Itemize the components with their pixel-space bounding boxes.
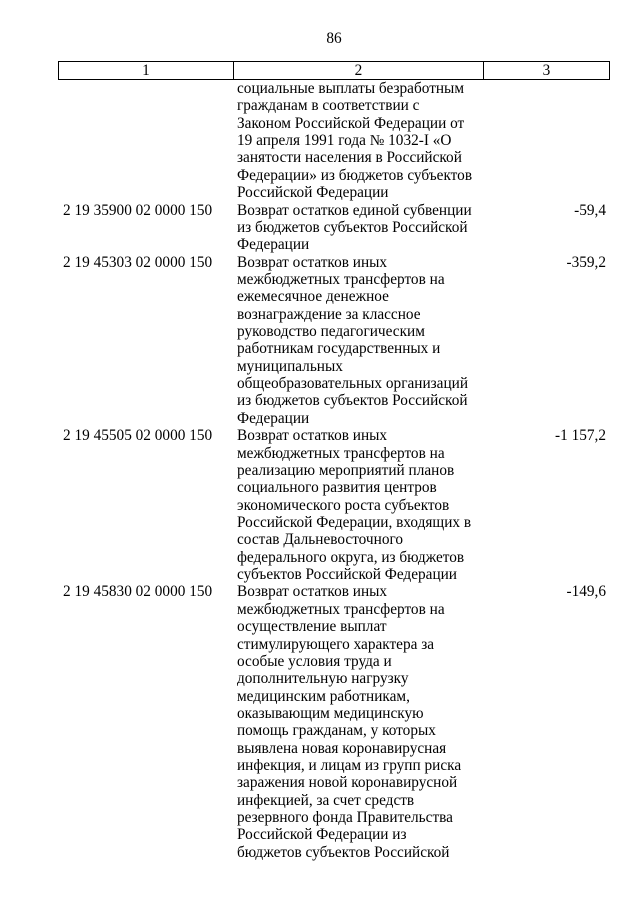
description-line: общеобразовательных организаций [237, 375, 469, 393]
description-line: Возврат остатков единой субвенции [237, 201, 472, 219]
description-line: занятости населения в Российской [237, 149, 462, 167]
description-line: реализацию мероприятий планов [237, 461, 455, 479]
description-line: вознаграждение за классное [237, 305, 421, 323]
amount-cell: -59,4 [574, 201, 606, 219]
description-cell [233, 583, 483, 861]
description-line: инфекция, и лицам из групп риска [237, 757, 462, 775]
description-line: Российской Федерации, входящих в [237, 513, 472, 531]
description-cell [233, 254, 483, 428]
description-line: муниципальных [237, 357, 343, 375]
description-line: оказывающим медицинскую [237, 704, 424, 722]
description-line: Возврат остатков иных [237, 253, 388, 271]
code-cell: 2 19 45830 02 0000 150 [63, 583, 213, 601]
description-line: субъектов Российской Федерации [237, 566, 457, 584]
description-line: резервного фонда Правительства [237, 809, 453, 827]
description-line: из бюджетов субъектов Российской [237, 392, 468, 410]
page-number: 86 [326, 30, 342, 47]
description-line: из бюджетов субъектов Российской [237, 218, 468, 236]
description-line: руководство педагогическим [237, 323, 425, 341]
description-line: дополнительную нагрузку [237, 670, 409, 688]
description-line: помощь гражданам, у которых [237, 722, 436, 740]
description-line: межбюджетных трансфертов на [237, 600, 445, 618]
amount-cell: -149,6 [566, 583, 606, 601]
description-line: осуществление выплат [237, 618, 387, 636]
description-line: ежемесячное денежное [237, 288, 389, 306]
description-line: выявлена новая коронавирусная [237, 739, 447, 757]
table-body [58, 80, 610, 861]
description-line: состав Дальневосточного [237, 531, 404, 549]
description-line: экономического роста субъектов [237, 496, 450, 514]
description-line: Возврат остатков иных [237, 583, 388, 601]
description-cell [233, 202, 483, 254]
description-line: стимулирующего характера за [237, 635, 435, 653]
description-cell [233, 427, 483, 583]
amount-cell: -359,2 [566, 253, 606, 271]
description-line: межбюджетных трансфертов на [237, 270, 445, 288]
description-line: работникам государственных и [237, 340, 441, 358]
table-header [58, 61, 610, 80]
table-row [58, 80, 610, 202]
table-row [58, 254, 610, 428]
description-line: межбюджетных трансфертов на [237, 444, 445, 462]
description-line: Российской Федерации из [237, 826, 407, 844]
description-line: социальные выплаты безработным [237, 80, 465, 97]
description-line: бюджетов субъектов Российской [237, 843, 450, 861]
description-line: 19 апреля 1991 года № 1032-I «О [237, 132, 452, 150]
code-cell: 2 19 35900 02 0000 150 [63, 201, 213, 219]
description-line: гражданам в соответствии с [237, 97, 420, 115]
table-row [58, 427, 610, 583]
header-cell-1: 1 [59, 62, 234, 79]
description-line: заражения новой коронавирусной [237, 774, 458, 792]
description-line: Федерации» из бюджетов субъектов [237, 166, 473, 184]
code-cell: 2 19 45505 02 0000 150 [63, 427, 213, 445]
table-row [58, 202, 610, 254]
table-row [58, 583, 610, 861]
description-line: Законом Российской Федерации от [237, 114, 465, 132]
description-cell [233, 80, 483, 202]
description-line: инфекцией, за счет средств [237, 791, 415, 809]
description-line: федерального округа, из бюджетов [237, 548, 465, 566]
header-cell-2: 2 [234, 62, 484, 79]
amount-cell: -1 157,2 [555, 427, 606, 445]
description-line: Российской Федерации [237, 184, 389, 202]
description-line: социального развития центров [237, 479, 437, 497]
description-line: Федерации [237, 236, 310, 254]
code-cell: 2 19 45303 02 0000 150 [63, 253, 213, 271]
description-line: медицинским работникам, [237, 687, 410, 705]
description-line: Федерации [237, 409, 310, 427]
header-cell-3: 3 [542, 62, 551, 79]
description-line: особые условия труда и [237, 652, 392, 670]
description-line: Возврат остатков иных [237, 427, 388, 445]
